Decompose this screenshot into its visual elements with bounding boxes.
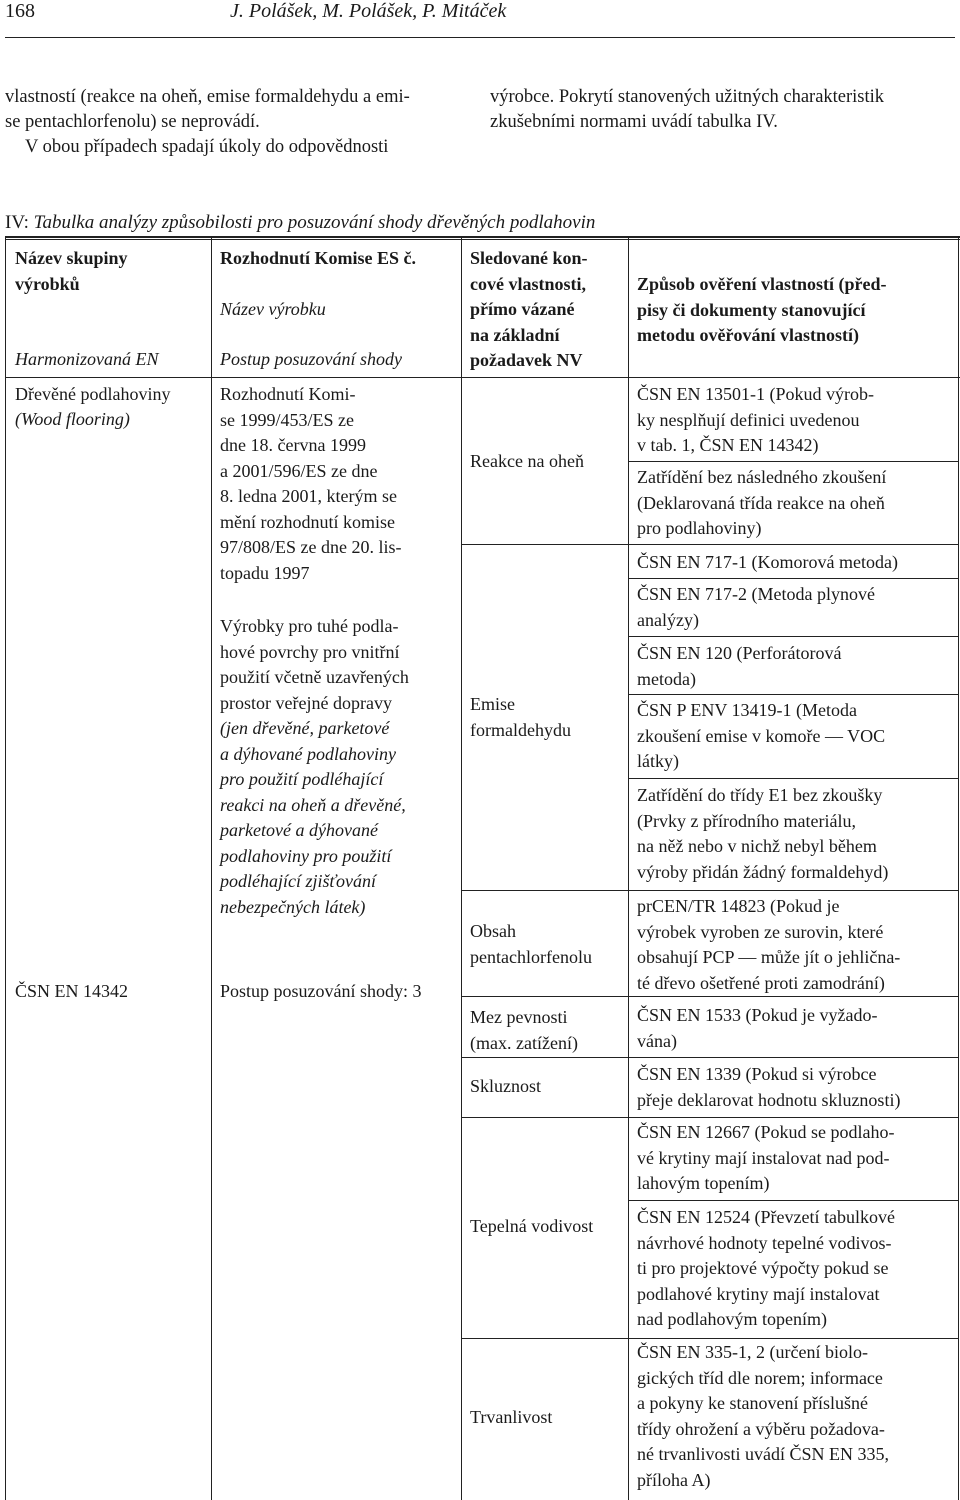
method-cell: ČSN EN 717-1 (Komorová metoda) [637, 552, 898, 572]
row-divider [628, 778, 959, 779]
running-header-authors: J. Polášek, M. Polášek, P. Mitáček [230, 0, 507, 22]
header-harmonized-en: Harmonizovaná EN [15, 349, 159, 369]
method-cell: ČSN EN 335-1, 2 (určení biolo- gických tříd dle norem; informace a pokyny ke stanovení příslušné třídy ohrožení a výběru požadova- né trvanlivosti uvádí ČSN EN 335, příloha A) [637, 1342, 889, 1490]
row-divider [461, 1057, 628, 1058]
header-conformity-procedure: Postup posuzování shody [220, 349, 402, 369]
row-divider [461, 996, 628, 997]
table-caption [5, 212, 595, 234]
row-divider [461, 1338, 628, 1339]
column-divider [628, 238, 629, 1500]
page-number: 168 [5, 0, 35, 22]
intro-left-column [5, 85, 475, 160]
header-commission-decision: Rozhodnutí Komise ES č. [220, 248, 417, 268]
product-group-name-en: (Wood flooring) [15, 409, 130, 429]
method-cell: ČSN EN 13501-1 (Pokud výrob- ky nesplňují definici uvedenou v tab. 1, ČSN EN 14342) [637, 384, 874, 455]
intro-line: výrobce. Pokrytí stanovených užitných charakteristik [490, 87, 885, 107]
header-product-group: Název skupiny výrobků [15, 248, 128, 294]
row-divider [628, 694, 959, 695]
property-pcp-content: Obsah pentachlorfenolu [470, 921, 592, 967]
table-caption-label: IV: [5, 212, 34, 233]
intro-line: zkušebními normami uvádí tabulka IV. [490, 112, 778, 132]
harmonized-standard: ČSN EN 14342 [15, 981, 129, 1001]
row-divider [628, 1338, 959, 1339]
method-cell: ČSN EN 1533 (Pokud je vyžado- vána) [637, 1005, 878, 1051]
row-divider [628, 461, 959, 462]
row-divider [628, 1117, 959, 1118]
method-cell: ČSN EN 12524 (Převzetí tabulkové návrhové hodnoty tepelné vodivos- ti pro projektové výpočty pokud se podlahové krytiny mají instalovat nad podlahovým topením) [637, 1207, 895, 1329]
row-divider [461, 890, 628, 891]
property-slipperiness: Skluznost [470, 1076, 542, 1096]
intro-line: se pentachlorfenolu) se neprovádí. [5, 112, 260, 132]
method-cell: ČSN EN 717-2 (Metoda plynové analýzy) [637, 584, 875, 630]
row-divider [628, 1057, 959, 1058]
method-cell: ČSN EN 1339 (Pokud si výrobce přeje deklarovat hodnotu skluznosti) [637, 1064, 901, 1110]
row-divider [628, 996, 959, 997]
property-reaction-to-fire: Reakce na oheň [470, 451, 584, 471]
column-divider [461, 238, 462, 1500]
row-divider [628, 544, 959, 545]
row-divider [628, 636, 959, 637]
table-top-rule-inner [5, 239, 960, 240]
column-divider [211, 238, 212, 1500]
method-cell: ČSN EN 120 (Perforátorová metoda) [637, 643, 842, 689]
commission-decision: Rozhodnutí Komi- se 1999/453/ES ze dne 18. června 1999 a 2001/596/ES ze dne 8. ledna 2001, kterým se mění rozhodnutí komise 97/808/ES ze dne 20. lis- topadu 1997 [220, 384, 402, 583]
method-cell: Zatřídění do třídy E1 bez zkoušky (Prvky z přírodního materiálu, na něž nebo v nichž nebyl během výroby přidán žádný formaldehyd) [637, 785, 889, 882]
header-rule [5, 37, 955, 38]
header-properties: Sledované kon- cové vlastnosti, přímo vázané na základní požadavek NV [470, 248, 588, 370]
header-verification-method: Způsob ověření vlastností (před- pisy či dokumenty stanovující metodu ověřování vlastností) [637, 274, 887, 345]
method-cell: ČSN EN 12667 (Pokud se podlaho- vé krytiny mají instalovat nad pod- lahovým topením) [637, 1122, 895, 1193]
row-divider [628, 578, 959, 579]
header-product-name: Název výrobku [220, 299, 326, 319]
property-formaldehyde-emission: Emise formaldehydu [470, 694, 571, 740]
intro-right-column [490, 85, 955, 135]
row-divider [461, 544, 628, 545]
row-divider [628, 1200, 959, 1201]
row-divider [461, 1117, 628, 1118]
method-cell: ČSN P ENV 13419-1 (Metoda zkoušení emise v komoře — VOC látky) [637, 700, 886, 771]
table-top-rule [5, 236, 960, 238]
property-durability: Trvanlivost [470, 1407, 553, 1427]
method-cell: Zatřídění bez následného zkoušení (Deklarovaná třída reakce na oheň pro podlahoviny) [637, 467, 887, 538]
table-header-rule [5, 377, 960, 378]
product-description: Výrobky pro tuhé podla- hové povrchy pro vnitřní použití včetně uzavřených prostor veřejné dopravy (jen dřevěné, parketové a dýhované podlahoviny pro použití podléhající reakci na oheň a dřevěné, parketové a dýhované podlahoviny pro použití podléhající zjišťování nebezpečných látek) [220, 616, 409, 917]
table-left-border [5, 236, 6, 1500]
method-cell: prCEN/TR 14823 (Pokud je výrobek vyroben ze surovin, které obsahují PCP — může jít o jehlična- té dřevo ošetřené proti zamodrání) [637, 896, 901, 993]
row-divider [628, 890, 959, 891]
property-thermal-conductivity: Tepelná vodivost [470, 1216, 594, 1236]
intro-line: V obou případech spadají úkoly do odpovědnosti [25, 137, 389, 157]
product-group-name: Dřevěné podlahoviny [15, 384, 171, 404]
table-caption-text: Tabulka analýzy způsobilosti pro posuzování shody dřevěných podlahovin [33, 212, 596, 233]
property-breaking-strength: Mez pevnosti (max. zatížení) [470, 1007, 578, 1053]
intro-line: vlastností (reakce na oheň, emise formaldehydu a emi- [5, 87, 410, 107]
table-right-border [958, 236, 959, 1500]
conformity-procedure: Postup posuzování shody: 3 [220, 981, 422, 1001]
